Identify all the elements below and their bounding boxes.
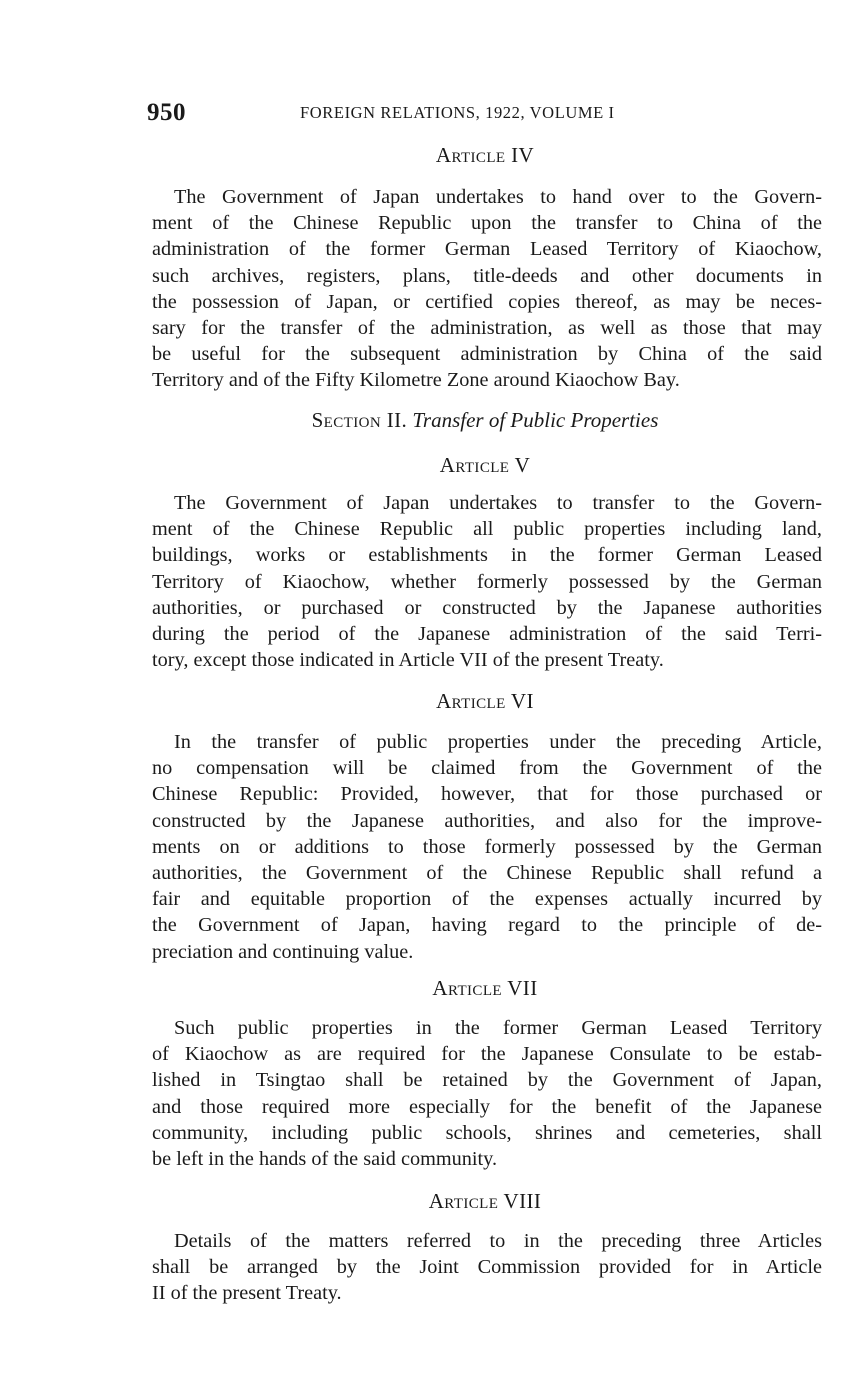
article-iv-text — [152, 184, 822, 394]
text-line: In the transfer of public properties under the preceding Article, — [174, 731, 822, 753]
text-line: ment of the Chinese Republic upon the transfer to China of the — [152, 212, 822, 235]
text-line: II of the present Treaty. — [152, 1282, 342, 1305]
text-line: Territory of Kiaochow, whether formerly possessed by the German — [152, 570, 822, 593]
text-line: Such public properties in the former German Leased Territory — [174, 1017, 822, 1039]
article-viii-heading: Article VIII — [428, 1189, 542, 1213]
article-vii-heading: Article VII — [432, 976, 538, 1000]
text-line: tory, except those indicated in Article VII of the present Treaty. — [152, 649, 664, 672]
section-label: Section II. — [311, 408, 408, 432]
text-line: authorities, or purchased or constructed by the Japanese authorities — [152, 596, 822, 619]
text-line: shall be arranged by the Joint Commission provided for in Article — [152, 1256, 822, 1279]
text-line: Territory and of the Fifty Kilometre Zone around Kiaochow Bay. — [152, 369, 680, 392]
text-line: Chinese Republic: Provided, however, that for those purchased or — [152, 783, 822, 806]
article-viii-text — [152, 1228, 822, 1307]
text-line: ments on or additions to those formerly possessed by the German — [152, 835, 822, 858]
article-v-heading: Article V — [439, 453, 531, 477]
text-line: constructed by the Japanese authorities, and also for the improve- — [152, 809, 822, 832]
text-line: and those required more especially for the benefit of the Japanese — [152, 1095, 822, 1118]
text-line: be left in the hands of the said community. — [152, 1148, 498, 1171]
text-line: be useful for the subsequent administration by China of the said — [152, 343, 822, 366]
section-ii-heading — [0, 408, 857, 433]
text-line: buildings, works or establishments in the former German Leased — [152, 544, 822, 567]
article-vi-text — [152, 729, 822, 965]
article-iv-heading: Article IV — [435, 143, 535, 167]
text-line: fair and equitable proportion of the expenses actually incurred by — [152, 888, 822, 911]
text-line: Details of the matters referred to in the preceding three Articles — [174, 1230, 822, 1252]
text-line: administration of the former German Leased Territory of Kiaochow, — [152, 238, 822, 261]
text-line: lished in Tsingtao shall be retained by the Government of Japan, — [152, 1069, 822, 1092]
article-vii-text — [152, 1015, 822, 1172]
text-line: of Kiaochow as are required for the Japanese Consulate to be estab- — [152, 1043, 822, 1066]
text-line: authorities, the Government of the Chinese Republic shall refund a — [152, 862, 822, 885]
section-title: Transfer of Public Properties — [412, 408, 659, 432]
running-head: FOREIGN RELATIONS, 1922, VOLUME I — [300, 103, 615, 122]
article-v-text — [152, 490, 822, 673]
text-line: no compensation will be claimed from the Government of the — [152, 757, 822, 780]
text-line: the Government of Japan, having regard to the principle of de- — [152, 914, 822, 937]
page-number: 950 — [147, 99, 186, 126]
text-line: during the period of the Japanese administration of the said Terri- — [152, 623, 822, 646]
text-line: the possession of Japan, or certified copies thereof, as may be neces- — [152, 290, 822, 313]
text-line: The Government of Japan undertakes to transfer to the Govern- — [174, 492, 822, 514]
text-line: sary for the transfer of the administration, as well as those that may — [152, 317, 822, 340]
text-line: ment of the Chinese Republic all public properties including land, — [152, 518, 822, 541]
text-line: community, including public schools, shrines and cemeteries, shall — [152, 1121, 822, 1144]
text-line: preciation and continuing value. — [152, 940, 414, 963]
text-line: The Government of Japan undertakes to hand over to the Govern- — [174, 186, 822, 208]
text-line: such archives, registers, plans, title-deeds and other documents in — [152, 264, 822, 287]
article-vi-heading: Article VI — [436, 689, 534, 713]
